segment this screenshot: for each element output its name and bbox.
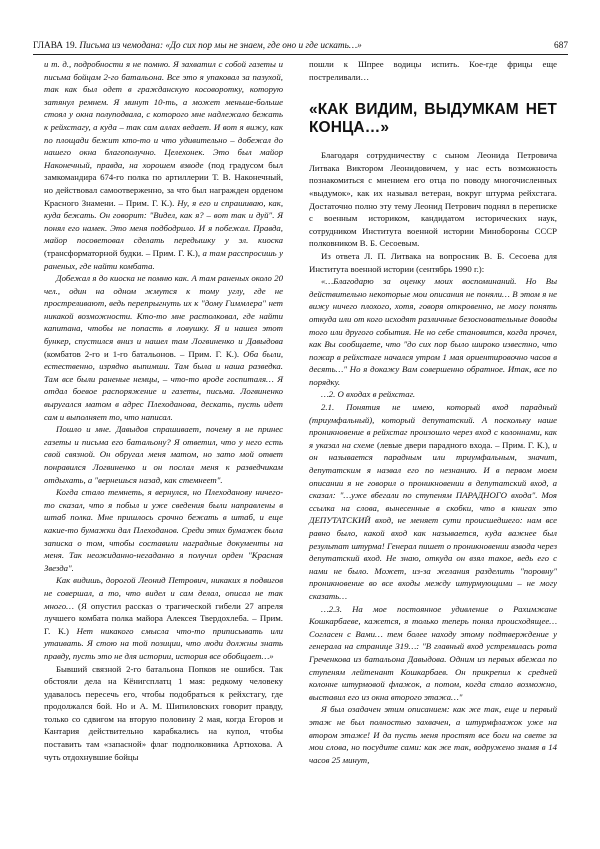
quoted-text: Добежал я до киоска не помню как. А там раненых около 20 чел., один на одном жмутся к тому углу, где не простреливают, ведь перепрыгнуть их к "дому Гиммлера" нет никакой возможности. Кто-то мне растолковал, где найти капитана, чтобы не попасть в ловушку. Я и нашел этот бункер, спустился вниз и нашел там Логвиненко и Давыдова — [44, 273, 283, 347]
right-column — [309, 58, 557, 766]
paragraph — [309, 603, 557, 704]
quoted-text: …2. О входах в рейхстаг. — [321, 389, 416, 400]
paragraph — [44, 423, 283, 486]
paragraph — [44, 58, 283, 272]
text-run: Бывший связной 2-го батальона Попков не ошибся. Так обстояли дела на Кёнигсплатц 1 мая: редкому человеку удавалось пересечь его, чтобы подобраться к рейхстагу, где продолжался бой. Но и А. М. Шипиловских говорит правду, только со сдвигом на вторую половину 2 мая, когда Егоров и Кантария действительно карабкались на купол, чтобы поставить там «запасной» флаг подполковника Артюхова. А чуть отдохнувшие бойцы — [44, 663, 283, 762]
quoted-text: «…Благодарю за оценку моих воспоминаний. Но Вы действительно некоторые мои описания не поняли… В этом я не вижу ничего плохого, хотя, говоря откровенно, не могу понять откуда или от кого исходят различные безосновательные доводы того или другого события. Не но себе становится, когда прочел, как Вы сообщаете, что "до сих пор было широко известно, что пожар в рейхстаге начался утром 1 мая ориентировочно часов в десять…" Но я докажу Вам совершенно обратное. Итак, все по порядку. — [309, 276, 557, 387]
quoted-text: 2.1. Понятия не имею, который вход парадный (триумфальный), который депутатский. А поскольку наше проникновение в рейхстаг произошло через вход с колоннами, как я указал на схеме — [309, 402, 557, 450]
chapter-title: Письма из чемодана: «До сих пор мы не знаем, где оно и где искать…» — [79, 41, 362, 51]
quoted-text: Нет никакого смысла что-то приписывать или утаивать. Я стою на той позиции, что люди должны знать правду, пусть это не для истории, история все обобщает…» — [44, 625, 284, 661]
paragraph — [44, 486, 283, 574]
text-run: Из ответа Л. П. Литвака на вопросник В. Б. Сесоева для Института военной истории (сентябрь 1990 г.): — [309, 250, 557, 274]
paragraph — [309, 401, 557, 603]
running-header — [33, 41, 568, 54]
paragraph — [44, 574, 283, 662]
left-column — [44, 58, 283, 763]
paragraph — [309, 250, 557, 275]
paragraph — [44, 272, 283, 423]
text-run: (Я опустил рассказ о трагической гибели 27 апреля лучшего комбата полка майора Алексея Твердохлеба. – Прим. Г. К.) — [44, 600, 283, 636]
text-run: (трансформаторной будки. – Прим. Г. К.), — [44, 247, 201, 258]
paragraph — [309, 388, 557, 401]
paragraph — [309, 275, 557, 388]
quoted-text: Когда стало темнеть, я вернулся, но Плеходанову ничего-то сказал, что я побыл и уже сведения были направлены в штаб полка. Мне пришлось срочно бежать в штаб, и еще какие-то бумажки дал Плеходанов. Среди этих бумажек была записка о том, чтобы составили наградные документы на меня. Так неожиданно-негаданно я получил орден "Красная Звезда". — [44, 487, 283, 573]
quoted-text: Как видишь, дорогой Леонид Петрович, никаких я подвигов не совершал, а то, что видел и сам делал, описал не так много… — [44, 575, 283, 611]
quoted-text: и т. д., подробности я не помню. Я захватил с собой газеты и письма бойцам 2-го батальона. Все это я упаковал за пазухой, так как был одет в гражданскую косоворотку, которую затянул ремнем. Я минут 10-ть, а может меньше-больше стоял у окна полуподвала, с которого мне надлежало бежать к рейхстагу, а куда – так сам аллах ведает. И вот я вижу, как по площади бежит кто-то и что удивительно – добежал до нашего окна благополучно. Целехонек. Это был майор Наконечный, правда, на хорошем взводе — [44, 59, 283, 170]
text-run: (под градусом был замкомандира 674-го полка по артиллерии Т. В. Наконечный, но действовал самоотверженно, за что был награжден орденом Красного Знамени. – Прим. Г. К.). — [44, 159, 283, 208]
quoted-text: и он называется парадным или триумфальным, значит, депутатским я назвал его по незнанию. И в первом моем описании я не говорил о проникновении в депутатский вход, а сказал: "…уже вбегали по ступеням ПАРАДНОГО входа". Моя ссылка на слова, вынесенные в скобки, что в книгах это ДЕПУТАТСКИЙ вход, не меняет сути происшедшего: нам все равно было, какой вход как называется, куда важнее был результат штурма! Генерал пишет о проникновении взвода через депутатский вход. Не знаю, откуда он взял такое, ведь его с нами не было. Может, из-за желания разделить "поровну" проникновение во все входы между штурмующими – не могу сказать… — [309, 439, 557, 601]
paragraph — [309, 703, 557, 766]
header-rule — [33, 54, 568, 55]
text-run: пошли к Шпрее водицы испить. Кое-где фрицы еще постреливали… — [309, 59, 557, 82]
text-run: Благодаря сотрудничеству с сыном Леонида Петровича Литвака Виктором Леонидовичем, у нас есть возможность познакомиться с мнением его отца по поводу многочисленных «выдумок», как их называл ветеран, вокруг штурма рейхстага. Достаточно полно эту тему Леонид Петрович поднял в переписке с военным историком, кандидатом исторических наук, сотрудником Института военной истории Минобороны СССР полковником В. Б. Сесоевым. — [309, 150, 557, 249]
section-title: «КАК ВИДИМ, ВЫДУМКАМ НЕТ КОНЦА…» — [309, 101, 557, 137]
quoted-text: …2.3. На мое постоянное удивление о Рахимжане Кошкарбаеве, кажется, я только теперь понял происходящее… Согласен с Вами… тем более находу этому подтверждение у генерала на странице 319…: "В главный вход устремилась рота Греченкова из батальона Давыдова. Одним из первых вбежал по ступеням лейтенант Кошкарбаев. Он прикрепил к средней колонне штурмовой флажок, а потом, когда стало возможно, выставил его из окна второго этажа…" — [309, 603, 557, 702]
paragraph — [309, 58, 557, 83]
text-run: (левые двери парадного входа. – Прим. Г. К.), — [376, 439, 550, 450]
quoted-text: Пошло и мне. Давыдов спрашивает, почему я не принес газеты и письма его батальону? Я ответил, что у него есть свой связной. Он обругал меня матом, но зато мой ответ понравился Логвиненко и он послал меня к разведчикам отдыхать, а "вернешься назад, как стемнеет". — [44, 424, 283, 485]
quoted-text: Оба были, естественно, изрядно выпимши. Там была и наша разведка. Там все были раненые немцы, – что-то вроде госпиталя… Я отдал боевое распоряжение и газеты, письма. Логвиненко выругался матом в адрес Плеходанова, дескать, пусть идет сам и выполняет то, что написал. — [44, 348, 284, 422]
quoted-text: Я был озадачен этим описанием: как же так, еще и первый этаж не был полностью захвачен, а штурмфлажок уже на втором этаже! И да пусть меня простят все боги на свете за мои слова, но посудите сами: как же так, водружено знамя в 14 часов 25 минут, — [309, 704, 557, 765]
paragraph — [309, 149, 557, 250]
running-header-left — [33, 41, 362, 51]
quoted-text: а там расспросишь у раненых, где найти комбата. — [44, 247, 283, 271]
quoted-text: Ну, я его и спрашиваю, как, куда бежать. Он говорит: "Видел, как я? – вот так и дуй". Я понял его намек. Это меня подбодрило. И я побежал. Правда, майор посоветовал сделать передышку у эл. киоска — [44, 197, 284, 246]
paragraph — [44, 663, 283, 764]
text-run: (комбатов 2-го и 1-го батальонов. – Прим. Г. К.). — [44, 348, 240, 359]
page-number: 687 — [554, 41, 568, 51]
chapter-label: ГЛАВА 19. — [33, 41, 77, 51]
